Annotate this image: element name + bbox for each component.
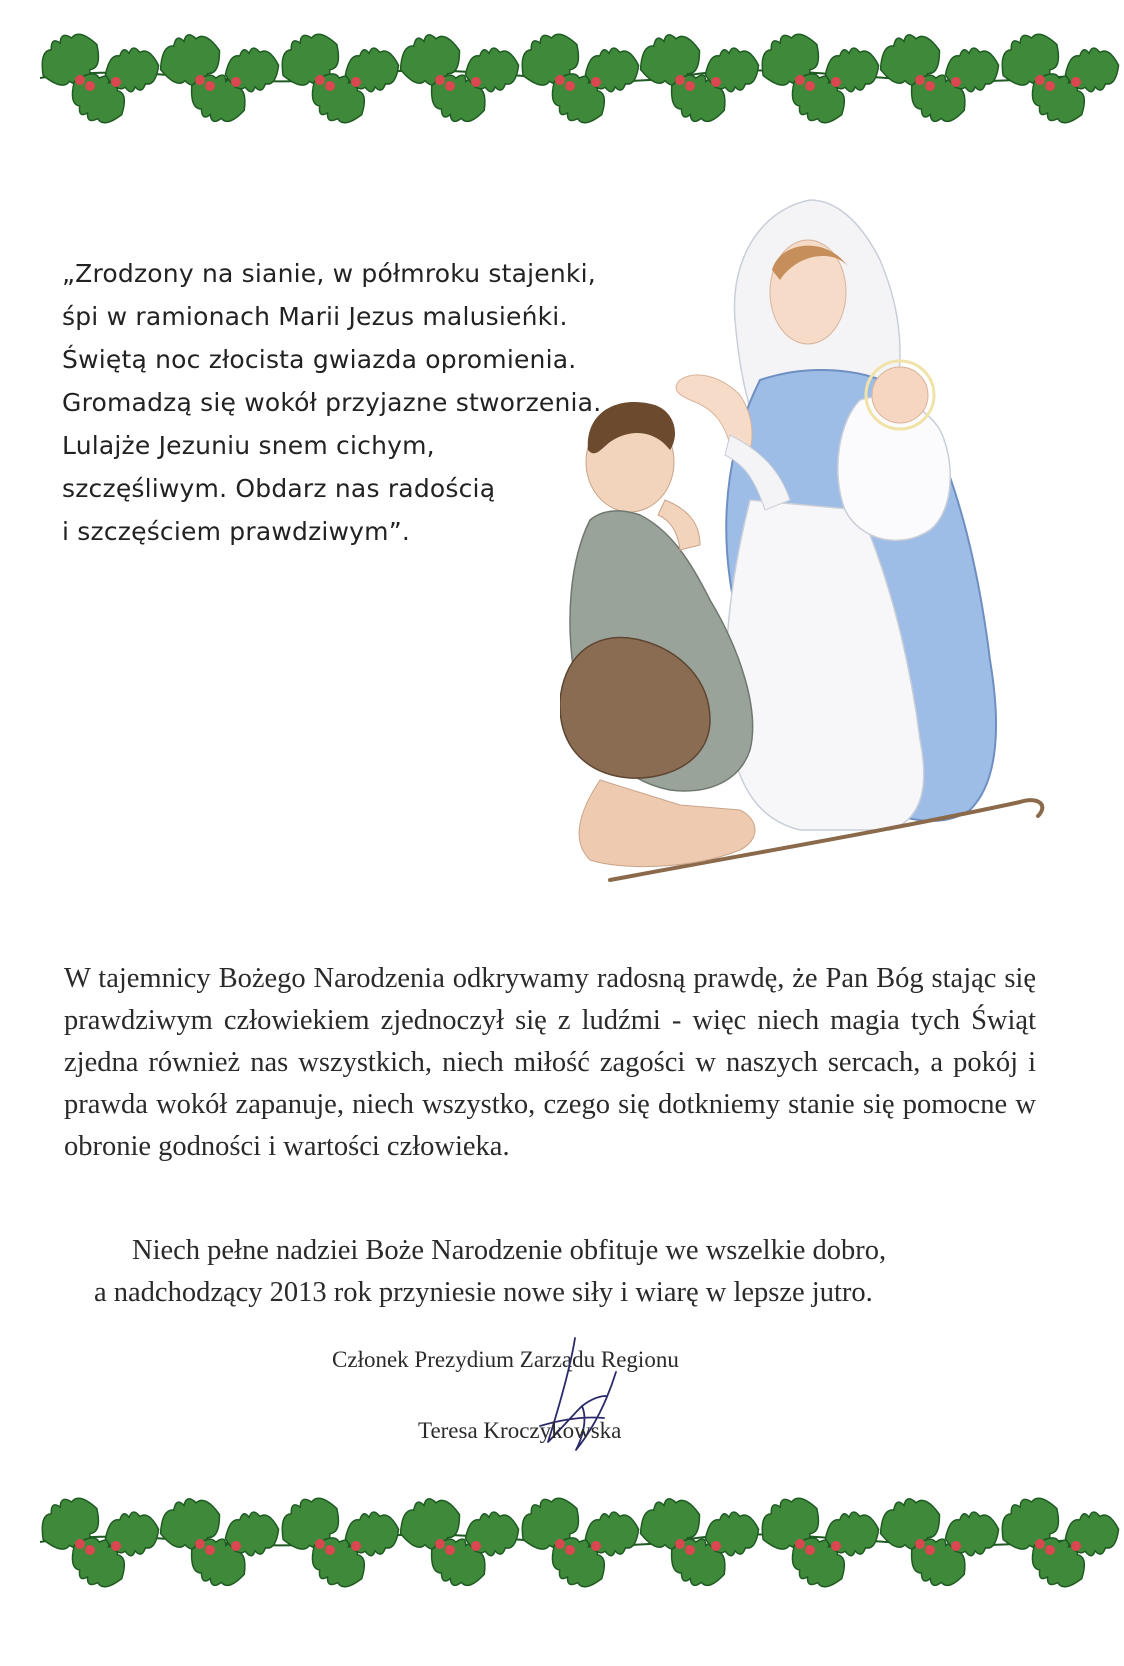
greeting-paragraph: W tajemnicy Bożego Narodzenia odkrywamy radosną prawdę, że Pan Bóg stając się prawdziwym człowiekiem zjednoczył się z ludźmi - więc niech magia tych Świąt zjedna również nas wszystkich, niech miłość zagości w naszych sercach, a pokój i prawda wokół zapanuje, niech wszystko, czego się dotkniemy stanie się pomocne w obronie godności i wartości człowieka. (64, 963, 1036, 1162)
holly-berry (75, 75, 85, 85)
holly-berry (1045, 1545, 1055, 1555)
holly-berry (1071, 1541, 1081, 1551)
holly-berry (205, 1545, 215, 1555)
infant-face (872, 367, 928, 423)
holly-berry (111, 77, 121, 87)
poem-line: i szczęściem prawdziwym”. (62, 517, 411, 546)
holly-berry (795, 1539, 805, 1549)
holly-berry (685, 81, 695, 91)
holly-berry (831, 77, 841, 87)
poem-line: „Zrodzony na sianie, w półmroku stajenki, (62, 259, 596, 288)
poem-line: śpi w ramionach Marii Jezus malusieńki. (62, 302, 568, 331)
holly-berry (805, 1545, 815, 1555)
holly-berry (435, 1539, 445, 1549)
holly-berry (711, 77, 721, 87)
holly-berry (445, 1545, 455, 1555)
holly-berry (471, 77, 481, 87)
holly-berry (471, 1541, 481, 1551)
holly-berry (565, 1545, 575, 1555)
holly-berry (591, 77, 601, 87)
holly-berry (445, 81, 455, 91)
holly-berry (565, 81, 575, 91)
holly-berry (591, 1541, 601, 1551)
holly-berry (1045, 81, 1055, 91)
holly-berry (75, 1539, 85, 1549)
mary-hand (676, 375, 752, 450)
holly-garland-top (0, 20, 1124, 130)
holly-berry (195, 75, 205, 85)
holly-berry (195, 1539, 205, 1549)
holly-berry (685, 1545, 695, 1555)
holly-berry (351, 77, 361, 87)
poem-line: Lulajże Jezuniu snem cichym, (62, 431, 435, 460)
holly-berry (555, 75, 565, 85)
holly-berry (85, 81, 95, 91)
holly-berry (925, 81, 935, 91)
greeting-wish (64, 1230, 1064, 1314)
holly-berry (315, 1539, 325, 1549)
nativity-illustration (560, 180, 1080, 940)
holly-berry (231, 1541, 241, 1551)
holly-berry (85, 1545, 95, 1555)
poem-line: Gromadzą się wokół przyjazne stworzenia. (62, 388, 602, 417)
holly-berry (325, 1545, 335, 1555)
holly-berry (925, 1545, 935, 1555)
holly-berry (1071, 77, 1081, 87)
poem-line: Świętą noc złocista gwiazda opromienia. (62, 345, 577, 374)
holly-berry (231, 77, 241, 87)
boy-legs (579, 780, 755, 867)
poem-line: szczęśliwym. Obdarz nas radością (62, 474, 496, 503)
holly-berry (325, 81, 335, 91)
holly-berry (951, 77, 961, 87)
holly-berry (675, 75, 685, 85)
holly-berry (1035, 75, 1045, 85)
holly-berry (111, 1541, 121, 1551)
holly-berry (1035, 1539, 1045, 1549)
holly-berry (351, 1541, 361, 1551)
holly-berry (795, 75, 805, 85)
holly-berry (555, 1539, 565, 1549)
holly-berry (315, 75, 325, 85)
signature-name: Teresa Kroczykowska (418, 1418, 622, 1443)
holly-berry (435, 75, 445, 85)
holly-berry (711, 1541, 721, 1551)
holly-berry (675, 1539, 685, 1549)
holly-berry (805, 81, 815, 91)
wish-line: Niech pełne nadziei Boże Narodzenie obfituje we wszelkie dobro, (132, 1235, 887, 1266)
signature-role: Członek Prezydium Zarządu Regionu (332, 1347, 679, 1372)
holly-berry (831, 1541, 841, 1551)
holly-berry (915, 1539, 925, 1549)
holly-berry (951, 1541, 961, 1551)
holly-berry (205, 81, 215, 91)
wish-line: a nadchodzący 2013 rok przyniesie nowe siły i wiarę w lepsze jutro. (94, 1277, 873, 1308)
holly-berry (915, 75, 925, 85)
holly-garland-bottom (0, 1484, 1124, 1594)
